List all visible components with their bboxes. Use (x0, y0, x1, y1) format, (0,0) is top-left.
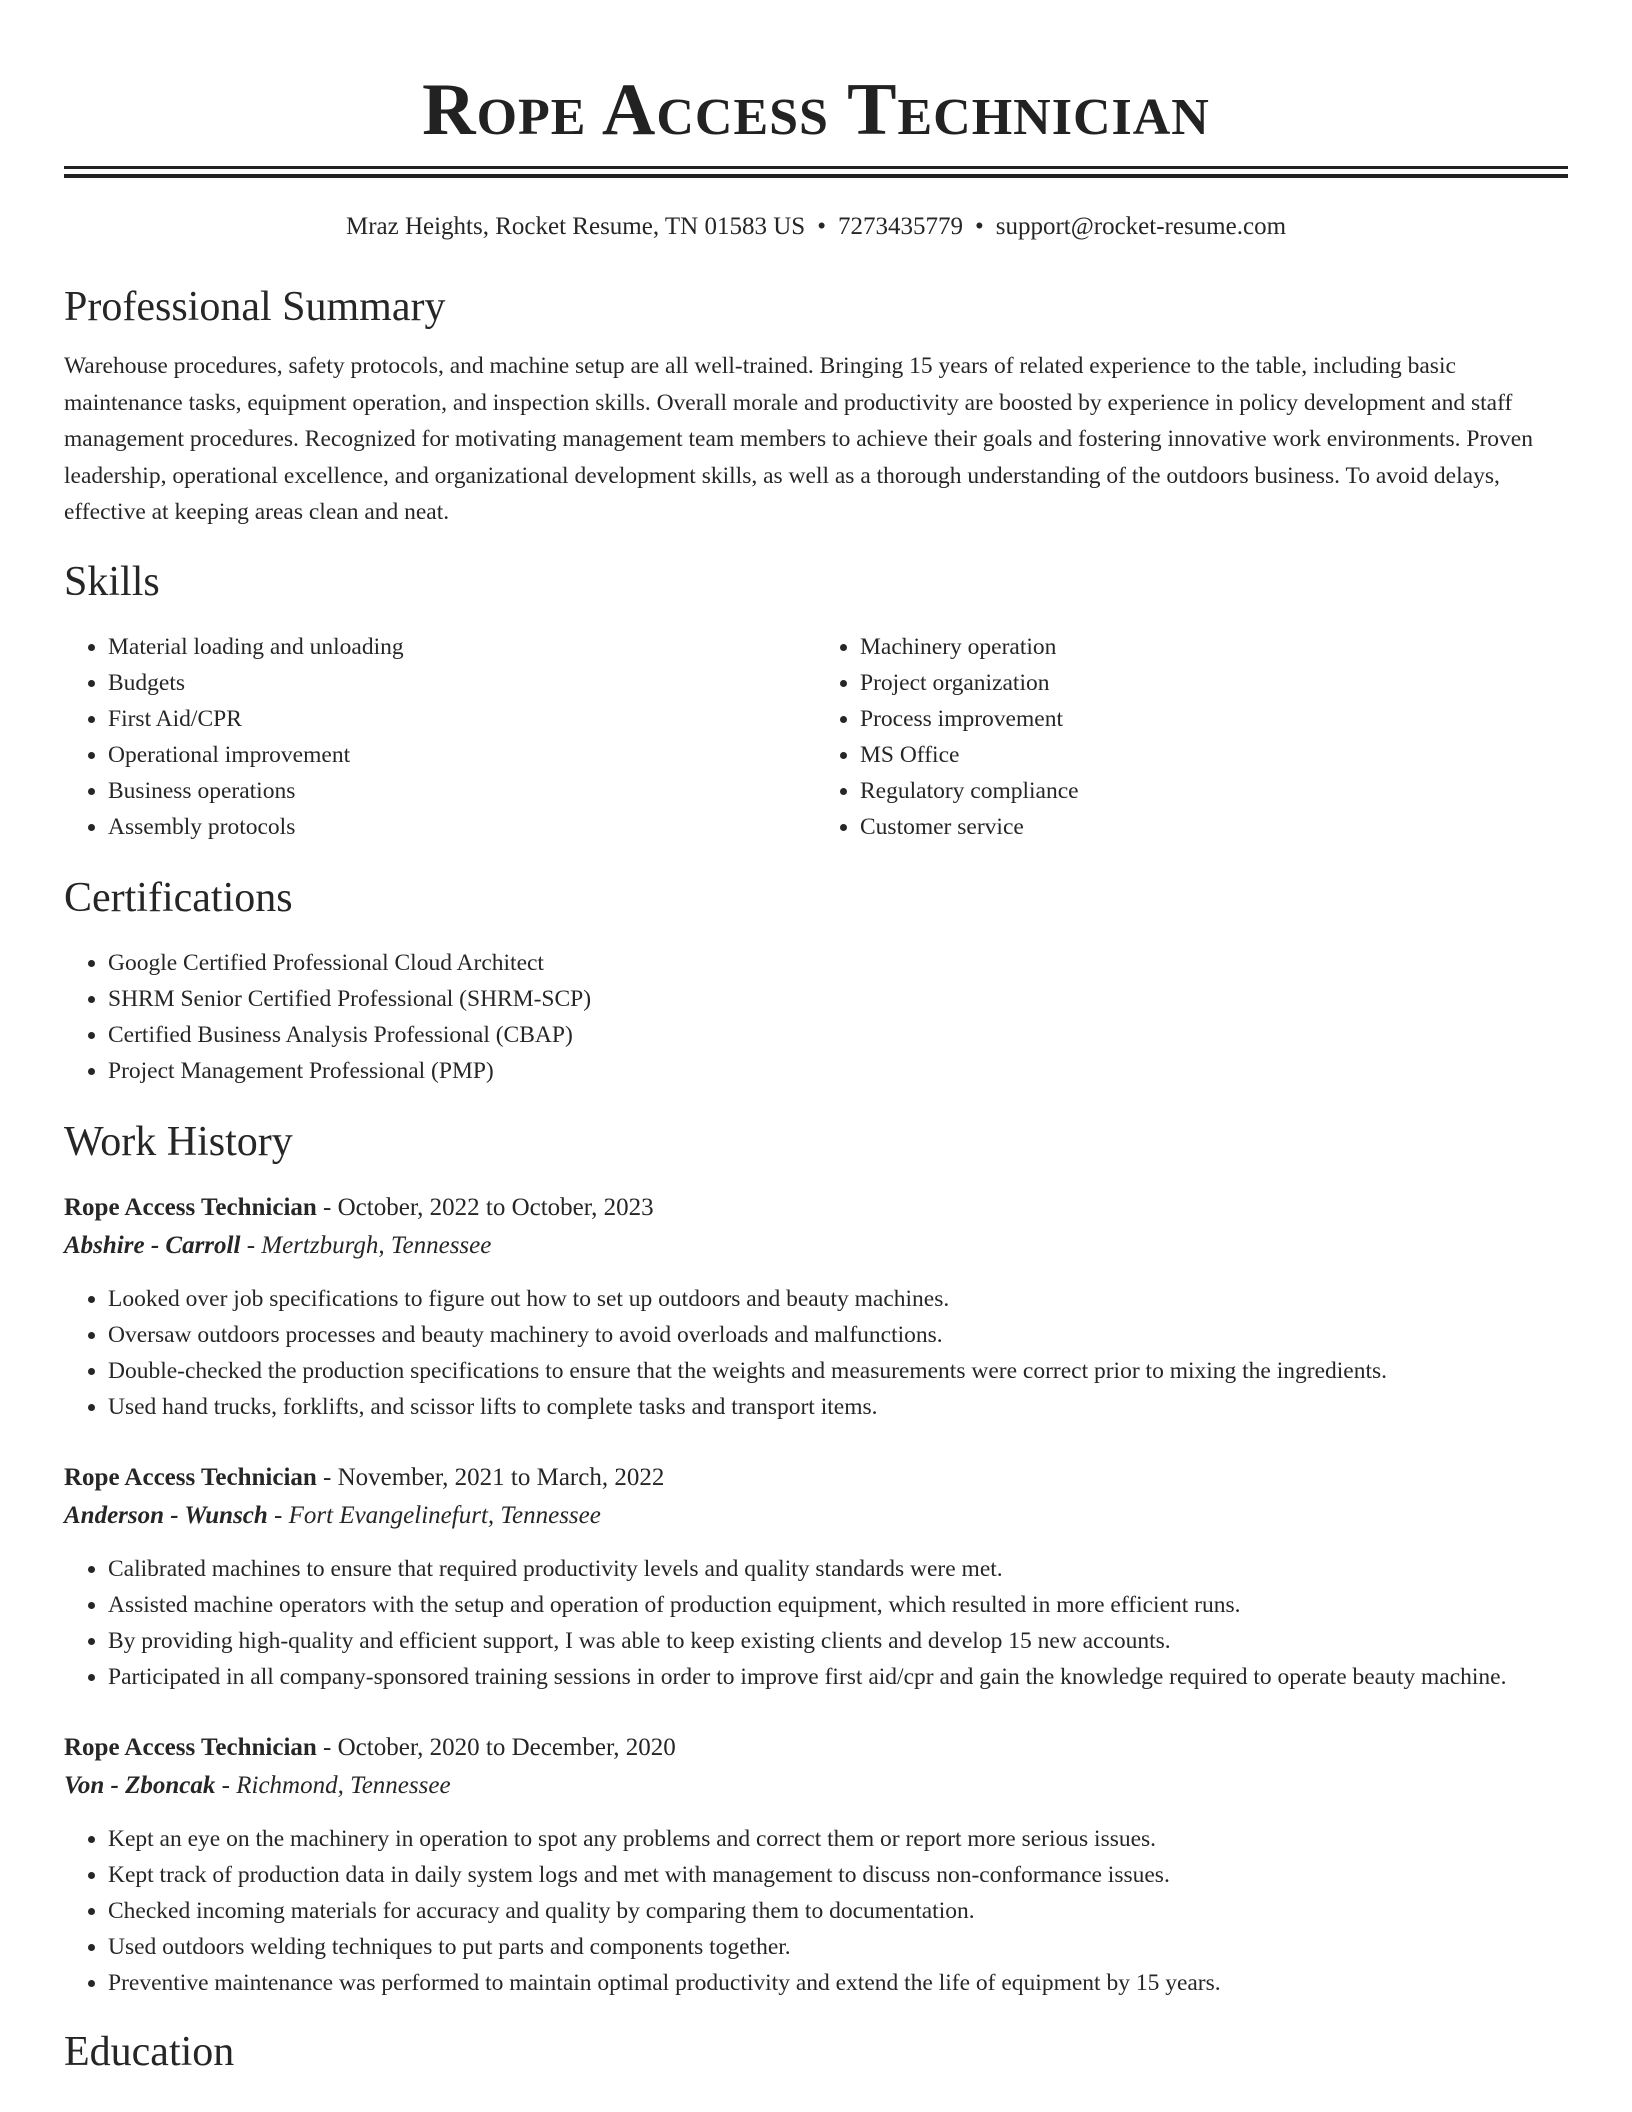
certifications-heading: Certifications (64, 874, 293, 921)
job-bullet: • Oversaw outdoors processes and beauty machinery to avoid overloads and malfunctions. (108, 1317, 1568, 1353)
contact-separator: • (974, 213, 984, 240)
certification-item: • Project Management Professional (PMP) (108, 1053, 1568, 1089)
job-bullets (64, 1281, 1568, 1425)
skills-list-left (64, 629, 816, 845)
certification-item: • Google Certified Professional Cloud Architect (108, 945, 1568, 981)
skill-item: • Customer service (860, 809, 1568, 845)
skill-item: • MS Office (860, 737, 1568, 773)
job-company-line (64, 1497, 1568, 1535)
contact-phone: 7273435779 (837, 213, 963, 240)
job-bullet: • Used outdoors welding techniques to put parts and components together. (108, 1929, 1568, 1965)
job-company-line (64, 1227, 1568, 1265)
skill-item: • Machinery operation (860, 629, 1568, 665)
summary-text: Warehouse procedures, safety protocols, and machine setup are all well-trained. Bringing 15 years of related experience to the table, including basic maintenance tasks, equipment operation, and inspection skills. Overall morale and productivity are boosted by experience in policy development and staff management procedures. Recognized for motivating management team members to achieve their goals and fostering innovative work environments. Proven leadership, operational excellence, and organizational development skills, as well as a thorough understanding of the outdoors business. To avoid delays, effective at keeping areas clean and neat. (64, 353, 1533, 525)
skill-item: • Business operations (108, 773, 816, 809)
job-dates: - October, 2020 to December, 2020 (316, 1733, 676, 1761)
resume-page (64, 0, 1568, 2077)
job-entry (64, 1189, 1568, 1425)
job-bullet: • Double-checked the production specifications to ensure that the weights and measurements were correct prior to mixing the ingredients. (108, 1353, 1568, 1389)
contact-line (64, 212, 1568, 242)
job-company: Von - Zboncak (64, 1771, 216, 1799)
skill-item: • Project organization (860, 665, 1568, 701)
job-title-line (64, 1459, 1568, 1497)
job-company: Abshire - Carroll (64, 1231, 241, 1259)
certification-item: • SHRM Senior Certified Professional (SHRM-SCP) (108, 981, 1568, 1017)
contact-email[interactable]: support@rocket-resume.com (995, 213, 1287, 240)
skills-columns (64, 629, 1568, 845)
job-title: Rope Access Technician (64, 1733, 317, 1761)
job-bullet: • Kept an eye on the machinery in operation to spot any problems and correct them or report more serious issues. (108, 1821, 1568, 1857)
certifications-list (64, 945, 1568, 1089)
job-bullet: • Preventive maintenance was performed to maintain optimal productivity and extend the life of equipment by 15 years. (108, 1965, 1568, 2001)
job-bullet: • Kept track of production data in daily system logs and met with management to discuss non-conformance issues. (108, 1857, 1568, 1893)
job-title: Rope Access Technician (64, 1193, 317, 1221)
job-entry (64, 1459, 1568, 1695)
job-location: - Mertzburgh, Tennessee (240, 1231, 492, 1259)
skill-item: • Assembly protocols (108, 809, 816, 845)
job-company: Anderson - Wunsch (64, 1501, 268, 1529)
education-heading: Education (64, 2028, 235, 2075)
skill-item: • Regulatory compliance (860, 773, 1568, 809)
skill-item: • Operational improvement (108, 737, 816, 773)
job-bullet: • Looked over job specifications to figure out how to set up outdoors and beauty machines. (108, 1281, 1568, 1317)
job-bullet: • Checked incoming materials for accuracy and quality by comparing them to documentation. (108, 1893, 1568, 1929)
job-title-line (64, 1729, 1568, 1767)
job-bullets (64, 1551, 1568, 1695)
contact-address: Mraz Heights, Rocket Resume, TN 01583 US (345, 213, 806, 240)
work-history-heading: Work History (64, 1118, 293, 1165)
job-dates: - November, 2021 to March, 2022 (316, 1463, 665, 1491)
job-bullet: • Calibrated machines to ensure that required productivity levels and quality standards were met. (108, 1551, 1568, 1587)
contact-separator: • (817, 213, 826, 240)
skills-list-right (816, 629, 1568, 845)
skill-item: • Budgets (108, 665, 816, 701)
job-location: - Fort Evangelinefurt, Tennessee (267, 1501, 601, 1529)
job-title-line (64, 1189, 1568, 1227)
header-rule-bottom (64, 174, 1568, 178)
job-dates: - October, 2022 to October, 2023 (316, 1193, 654, 1221)
job-bullet: • Participated in all company-sponsored training sessions in order to improve first aid/cpr and gain the knowledge required to operate beauty machine. (108, 1659, 1568, 1695)
resume-name: Rope Access Technician (422, 69, 1210, 151)
job-bullets (64, 1821, 1568, 2001)
skills-heading: Skills (64, 558, 160, 605)
skill-item: • First Aid/CPR (108, 701, 816, 737)
job-title: Rope Access Technician (64, 1463, 317, 1491)
summary-heading: Professional Summary (64, 284, 446, 330)
job-bullet: • By providing high-quality and efficient support, I was able to keep existing clients and develop 15 new accounts. (108, 1623, 1568, 1659)
job-company-line (64, 1767, 1568, 1805)
certification-item: • Certified Business Analysis Professional (CBAP) (108, 1017, 1568, 1053)
skill-item: • Material loading and unloading (108, 629, 816, 665)
job-location: - Richmond, Tennessee (215, 1771, 451, 1799)
job-bullet: • Assisted machine operators with the setup and operation of production equipment, which resulted in more efficient runs. (108, 1587, 1568, 1623)
job-entry (64, 1729, 1568, 2001)
header-rule-top (64, 166, 1568, 169)
job-bullet: • Used hand trucks, forklifts, and scissor lifts to complete tasks and transport items. (108, 1389, 1568, 1425)
skill-item: • Process improvement (860, 701, 1568, 737)
